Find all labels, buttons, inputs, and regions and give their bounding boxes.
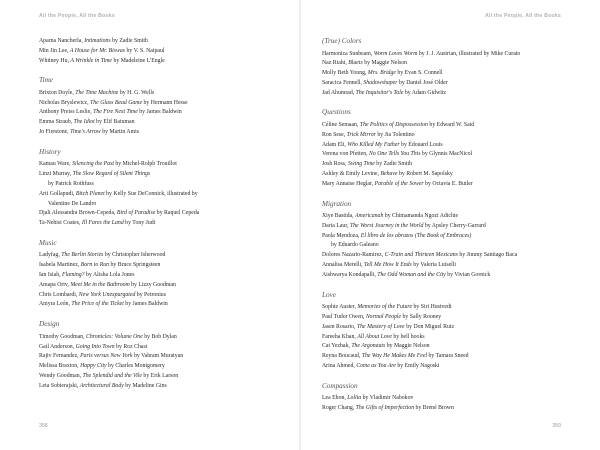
entry-line	[39, 89, 269, 99]
book-title: Time's Arrow	[70, 129, 101, 136]
book-entry	[39, 99, 269, 109]
entry-text: by Chimamanda Ngozi Adichie	[383, 213, 459, 220]
book-title: New York Unexpurgated	[78, 291, 136, 298]
entry-text: by Hermann Hesse	[142, 99, 188, 106]
entry-text: by Brené Brown	[414, 405, 454, 412]
entry-text: by James Baldwin	[123, 301, 168, 308]
entry-line	[39, 281, 269, 291]
book-entry	[322, 150, 572, 160]
entry-line	[39, 291, 269, 301]
entry-text: by Jia Tolentino	[375, 131, 415, 138]
book-entry	[39, 372, 269, 382]
section-title: Love	[322, 290, 336, 299]
entry-text: by Tony Judt	[123, 220, 156, 227]
book-entry	[39, 89, 269, 99]
book-entry	[322, 131, 572, 141]
entry-text: Arti Gollapudi,	[39, 190, 76, 197]
section	[39, 37, 269, 66]
entry-text: by Bob Dylan	[142, 333, 177, 340]
entry-text: Kamau Ware,	[39, 161, 73, 168]
entry-text: by Lizzy Goodman	[129, 281, 176, 288]
book-title: Bitch Planet	[75, 190, 105, 197]
entry-text: Harmonica Sunbeam,	[322, 50, 374, 57]
entry-text: Ladyfag,	[39, 252, 62, 259]
entry-line	[39, 57, 269, 67]
entry-line	[39, 128, 269, 138]
book-title: The Time Machine	[75, 89, 119, 96]
book-entry	[39, 300, 269, 310]
entry-line	[322, 362, 572, 372]
book-entry	[322, 59, 572, 69]
entry-text: Lea Ehon,	[322, 395, 348, 402]
section	[39, 239, 269, 310]
book-entry	[322, 251, 572, 261]
entry-text: by Don Miguel Ruiz	[404, 323, 455, 330]
book-title: Shadowshaper	[363, 79, 398, 86]
book-entry	[322, 180, 572, 190]
entry-line	[39, 382, 269, 392]
section-title: Questions	[322, 108, 351, 117]
entry-text: Daria Laur,	[322, 222, 350, 229]
book-title: The Politics of Dispossession	[359, 121, 428, 128]
entry-line	[39, 352, 269, 362]
entry-text: by Octavia E. Butler	[423, 180, 473, 187]
entry-line	[39, 190, 269, 200]
book-entry	[322, 394, 572, 404]
book-title: Mrs. Bridge	[367, 70, 396, 77]
entry-line	[322, 271, 572, 281]
book-title: El libro de los abrazos (The Book of Embraces)	[360, 232, 472, 239]
entry-text: by Evan S. Connell	[395, 70, 443, 77]
entry-text: by Madeleine L'Engle	[112, 57, 165, 64]
book-entry	[322, 170, 572, 180]
book-entry	[322, 232, 572, 252]
entry-line	[39, 261, 269, 271]
book-entry	[39, 209, 269, 219]
book-entry	[322, 222, 572, 232]
entry-text: Sophie Auster,	[322, 304, 358, 311]
entry-text: by Madeline Gins	[123, 382, 167, 389]
section-title: Design	[39, 320, 60, 329]
book-entry	[39, 118, 269, 128]
entry-line	[322, 222, 572, 232]
entry-text: Paul Tudor Owen,	[322, 313, 366, 320]
book-title: Come as You Are	[356, 362, 396, 369]
book-title: The Way He Makes Me Feel	[361, 353, 428, 360]
book-entry	[39, 382, 269, 392]
section	[322, 291, 572, 372]
book-title: No One Tells You This	[369, 151, 421, 158]
book-entry	[322, 362, 572, 372]
entry-text: Naz Riahi,	[322, 60, 349, 67]
entry-text: by V. S. Naipaul	[125, 47, 165, 54]
entry-text: by Martin Amis	[100, 129, 139, 136]
book-entry	[39, 362, 269, 372]
entry-line	[322, 212, 572, 222]
book-title: Meet Me in the Bathroom	[70, 281, 130, 288]
book-entry	[39, 291, 269, 301]
entry-line	[322, 261, 572, 271]
entry-line	[39, 251, 269, 261]
book-entry	[322, 261, 572, 271]
entry-line	[39, 47, 269, 57]
entry-text: by Jimmy Santiago Baca	[457, 252, 518, 259]
book-entry	[322, 160, 572, 170]
entry-text: Wendy Goodman,	[39, 372, 83, 379]
entry-line	[322, 170, 572, 180]
book-entry	[39, 219, 269, 229]
entry-text: by Maggie Nelson	[362, 60, 408, 67]
book-title: The Splendid and the Vile	[82, 372, 142, 379]
entry-text: Fareeha Khan,	[322, 333, 358, 340]
entry-text: Rajiv Fernandez,	[39, 353, 81, 360]
entry-text: Nicholas Bryslewicz,	[39, 99, 91, 106]
book-entry	[39, 261, 269, 271]
entry-line	[322, 150, 572, 160]
entry-text: by Michel-Rolph Trouillot	[113, 161, 177, 168]
book-entry	[322, 141, 572, 151]
entry-text: Ron Sese,	[322, 131, 347, 138]
section-title: History	[39, 147, 61, 156]
book-title: Silencing the Past	[72, 161, 114, 168]
entry-text: by Sally Rooney	[401, 313, 442, 320]
entry-text: Jasen Rosario,	[322, 323, 357, 330]
section	[322, 37, 572, 98]
entry-text: Amyra León,	[39, 301, 72, 308]
book-title: Lolita	[347, 395, 362, 402]
entry-text: Roger Chang,	[322, 405, 356, 412]
entry-line	[39, 118, 269, 128]
entry-text: by Robert M. Sapolsky	[397, 170, 453, 177]
section-title: Migration	[322, 199, 352, 208]
entry-line	[322, 333, 572, 343]
entry-line	[39, 333, 269, 343]
entry-text: by Christopher Isherwood	[103, 252, 166, 259]
entry-text: by Elif Batuman	[94, 119, 135, 126]
book-title: Architectural Body	[79, 382, 124, 389]
book-title: The Inquisitor's Tale	[355, 89, 404, 96]
book-title: The Slow Regard of Silent Things	[72, 171, 151, 178]
entry-text: Min Jin Lee,	[39, 47, 70, 54]
entry-text: by Raquel Cepeda	[155, 210, 200, 217]
section	[322, 382, 572, 414]
entry-text: Adam Eli,	[322, 141, 348, 148]
book-title: A Wrinkle in Time	[70, 57, 113, 64]
right-page-content	[322, 37, 572, 424]
book-title: Who Killed My Father	[347, 141, 400, 148]
entry-line	[39, 343, 269, 353]
entry-text: Jad Ahumrad,	[322, 89, 356, 96]
book-title: Happy City	[80, 363, 107, 370]
entry-line	[39, 300, 269, 310]
entry-text: Xiye Bastida,	[322, 213, 356, 220]
entry-text: by Apsley Cherry-Garrard	[423, 222, 486, 229]
entry-text: Cat Yezbak,	[322, 343, 352, 350]
running-header-right: All the People, All the Books	[485, 13, 561, 19]
section-title: Time	[39, 76, 53, 85]
section	[39, 320, 269, 391]
book-entry	[39, 251, 269, 261]
entry-text: by Emily Nagoski	[395, 362, 440, 369]
entry-text: by Vahram Muratyan	[132, 353, 184, 360]
book-title: Behave	[380, 170, 398, 177]
entry-text: Amapa Oriv,	[39, 281, 71, 288]
entry-text: Ashley & Emily Levine,	[322, 170, 381, 177]
entry-text: by Eduardo Galeano	[331, 242, 379, 249]
book-title: Swing Time	[347, 161, 375, 168]
book-title: Worm Loves Worm	[373, 50, 418, 57]
book-title: Normal People	[365, 313, 402, 320]
entry-continuation	[322, 241, 572, 251]
book-entry	[322, 313, 572, 323]
entry-text: by Valeria Luiselli	[411, 262, 456, 269]
book-title: Chronicles: Volume One	[85, 333, 143, 340]
book-entry	[39, 37, 269, 47]
book-title: The Odd Woman and the City	[377, 271, 446, 278]
book-entry	[39, 128, 269, 138]
entry-text: Aparna Nancherla,	[39, 38, 85, 44]
entry-line	[39, 209, 269, 219]
entry-text: Josh Ross,	[322, 161, 348, 168]
book-title: The Idiot	[73, 119, 95, 126]
entry-continuation	[39, 200, 269, 210]
section	[39, 148, 269, 229]
entry-line	[39, 99, 269, 109]
entry-text: by Adam Gidwitz	[403, 89, 447, 96]
entry-text: by Vladimir Nabokov	[361, 395, 414, 402]
right-page	[300, 0, 600, 450]
entry-line	[322, 121, 572, 131]
entry-text: Ian Isiah,	[39, 272, 63, 279]
book-entry	[322, 333, 572, 343]
section-title: Compassion	[322, 381, 358, 390]
entry-text: by J. J. Austrian, illustrated by Mike Curato	[417, 50, 521, 57]
entry-text: by James Baldwin	[137, 109, 182, 116]
entry-text: Aishwarya Kondapalli,	[322, 271, 378, 278]
book-title: Paris versus New York	[80, 353, 133, 360]
entry-line	[39, 271, 269, 281]
entry-text: by H. G. Wells	[118, 89, 155, 96]
entry-text: Molly Beth Young,	[322, 70, 368, 77]
entry-line	[322, 232, 572, 242]
entry-text: by Petronius	[135, 291, 166, 298]
entry-text: by Édouard Louis	[399, 141, 443, 148]
entry-line	[39, 219, 269, 229]
book-entry	[39, 170, 269, 190]
book-title: Bluets	[348, 60, 363, 67]
entry-text: Dolores Nazario-Ramirez,	[322, 252, 385, 259]
entry-text: Emma Straub,	[39, 119, 74, 126]
entry-text: by Siri Hustvedt	[412, 304, 452, 311]
book-entry	[322, 404, 572, 414]
section	[322, 108, 572, 189]
book-title: Parable of the Sower	[374, 180, 424, 187]
book-title: Americanah	[355, 213, 384, 220]
entry-text: Whitney Hu,	[39, 57, 71, 64]
entry-text: by Roz Chast	[114, 343, 148, 350]
entry-text: Mary Annaise Heglar,	[322, 180, 375, 187]
page-number-left: 358	[39, 423, 48, 429]
book-title: The Mastery of Love	[356, 323, 405, 330]
entry-text: by Charles Montgomery	[106, 363, 165, 370]
entry-line	[322, 50, 572, 60]
book-entry	[322, 79, 572, 89]
book-entry	[39, 333, 269, 343]
entry-line	[39, 372, 269, 382]
entry-line	[322, 342, 572, 352]
entry-line	[39, 362, 269, 372]
entry-line	[322, 131, 572, 141]
page-number-right: 359	[552, 423, 561, 429]
book-title: Going Into Town	[75, 343, 115, 350]
entry-text: Linzi Murray,	[39, 171, 73, 178]
book-entry	[39, 57, 269, 67]
entry-line	[322, 352, 572, 362]
entry-line	[322, 141, 572, 151]
running-header-left: All the People, All the Books	[39, 13, 115, 19]
entry-text: by Kelly Sue DeConnick, illustrated by	[104, 190, 198, 197]
book-entry	[39, 343, 269, 353]
book-title: A House for Mr. Biswas	[69, 47, 126, 54]
entry-text: by Edward W. Said	[427, 121, 475, 128]
entry-text: by Vivian Gornick	[445, 271, 491, 278]
book-entry	[39, 352, 269, 362]
book-title: Ill Fares the Land	[81, 220, 124, 227]
book-entry	[39, 160, 269, 170]
entry-line	[322, 59, 572, 69]
book-entry	[39, 190, 269, 210]
entry-text: Chris Lombardi,	[39, 291, 79, 298]
entry-line	[39, 37, 269, 47]
entry-text: Céline Semaan,	[322, 121, 360, 128]
entry-line	[322, 323, 572, 333]
book-title: The Glass Bead Game	[90, 99, 143, 106]
book-title: The Worst Journey in the World	[349, 222, 424, 229]
book-title: The Fire Next Time	[93, 109, 138, 116]
book-title: Tell Me How It Ends	[364, 262, 412, 269]
book-title: Intimations	[84, 38, 111, 44]
book-title: Born to Run	[80, 262, 110, 269]
entry-text: Gail Anderson,	[39, 343, 76, 350]
entry-line	[322, 404, 572, 414]
book-entry	[39, 281, 269, 291]
book-entry	[322, 121, 572, 131]
entry-line	[322, 69, 572, 79]
book-entry	[322, 352, 572, 362]
entry-text: by Patrick Rothfuss	[48, 180, 94, 187]
book-entry	[322, 342, 572, 352]
entry-text: by Glynnis MacNicol	[420, 151, 473, 158]
entry-text: by Tamara Sneed	[427, 353, 469, 360]
section-title: (True) Colors	[322, 37, 362, 45]
entry-text: by Erik Larson	[141, 372, 179, 379]
entry-text: Valentine De Landro	[48, 200, 97, 207]
entry-text: by Daniel José Older	[397, 79, 448, 86]
book-title: The Gifts of Imperfection	[355, 405, 415, 412]
section	[322, 200, 572, 281]
book-title: The Price of the Ticket	[71, 301, 124, 308]
entry-text: by bell hooks	[391, 333, 425, 340]
book-entry	[39, 108, 269, 118]
entry-text: Anthony Preiss Leslie,	[39, 109, 94, 116]
entry-continuation	[39, 180, 269, 190]
book-entry	[322, 323, 572, 333]
entry-text: Djali Alessandra Brown-Cepeda,	[39, 210, 117, 217]
entry-line	[39, 108, 269, 118]
book-title: Bird of Paradise	[116, 210, 156, 217]
entry-text: Verena von Pfetten,	[322, 151, 370, 158]
entry-line	[322, 394, 572, 404]
book-entry	[322, 271, 572, 281]
book-entry	[322, 303, 572, 313]
entry-line	[322, 313, 572, 323]
entry-line	[39, 170, 269, 180]
entry-text: Arina Ahmed,	[322, 362, 357, 369]
entry-line	[322, 180, 572, 190]
entry-text: Isabela Martinez,	[39, 262, 81, 269]
entry-text: by Bruce Springsteen	[109, 262, 161, 269]
book-entry	[39, 47, 269, 57]
book-entry	[39, 271, 269, 281]
book-entry	[322, 212, 572, 222]
section	[39, 76, 269, 137]
entry-text: by Maggie Nelson	[385, 343, 430, 350]
entry-text: Saracica Fennell,	[322, 79, 364, 86]
entry-text: by Zadie Smith	[374, 161, 413, 168]
book-title: Flaming?	[62, 272, 85, 279]
entry-text: Annalisa Merelli,	[322, 262, 365, 269]
book-entry	[322, 69, 572, 79]
entry-text: by Alisha Lola Jones	[84, 272, 135, 279]
entry-line	[322, 160, 572, 170]
entry-text: Timothy Goodman,	[39, 333, 86, 340]
left-page-content	[39, 37, 269, 402]
book-title: The Argonauts	[351, 343, 386, 350]
book-entry	[322, 50, 572, 60]
entry-line	[322, 251, 572, 261]
section-title: Music	[39, 238, 57, 247]
entry-text: Jo Firestone,	[39, 129, 71, 136]
entry-text: Melissa Braxton,	[39, 363, 81, 370]
book-title: C-Train and Thirteen Mexicans	[384, 252, 458, 259]
entry-text: Brixton Doyle,	[39, 89, 76, 96]
entry-text: Ta-Nehisi Coates,	[39, 220, 82, 227]
entry-line	[322, 79, 572, 89]
book-title: All About Love	[357, 333, 392, 340]
entry-text: Leta Sobierajski,	[39, 382, 80, 389]
book-title: The Berlin Stories	[61, 252, 104, 259]
entry-text: by Zadie Smith	[110, 38, 148, 44]
entry-line	[322, 303, 572, 313]
book-title: Trick Mirror	[346, 131, 376, 138]
book-title: Memories of the Future	[357, 304, 413, 311]
entry-text: Reyna Boucaud,	[322, 353, 362, 360]
book-entry	[322, 89, 572, 99]
entry-line	[322, 89, 572, 99]
entry-text: Paola Mendoza,	[322, 232, 361, 239]
entry-line	[39, 160, 269, 170]
